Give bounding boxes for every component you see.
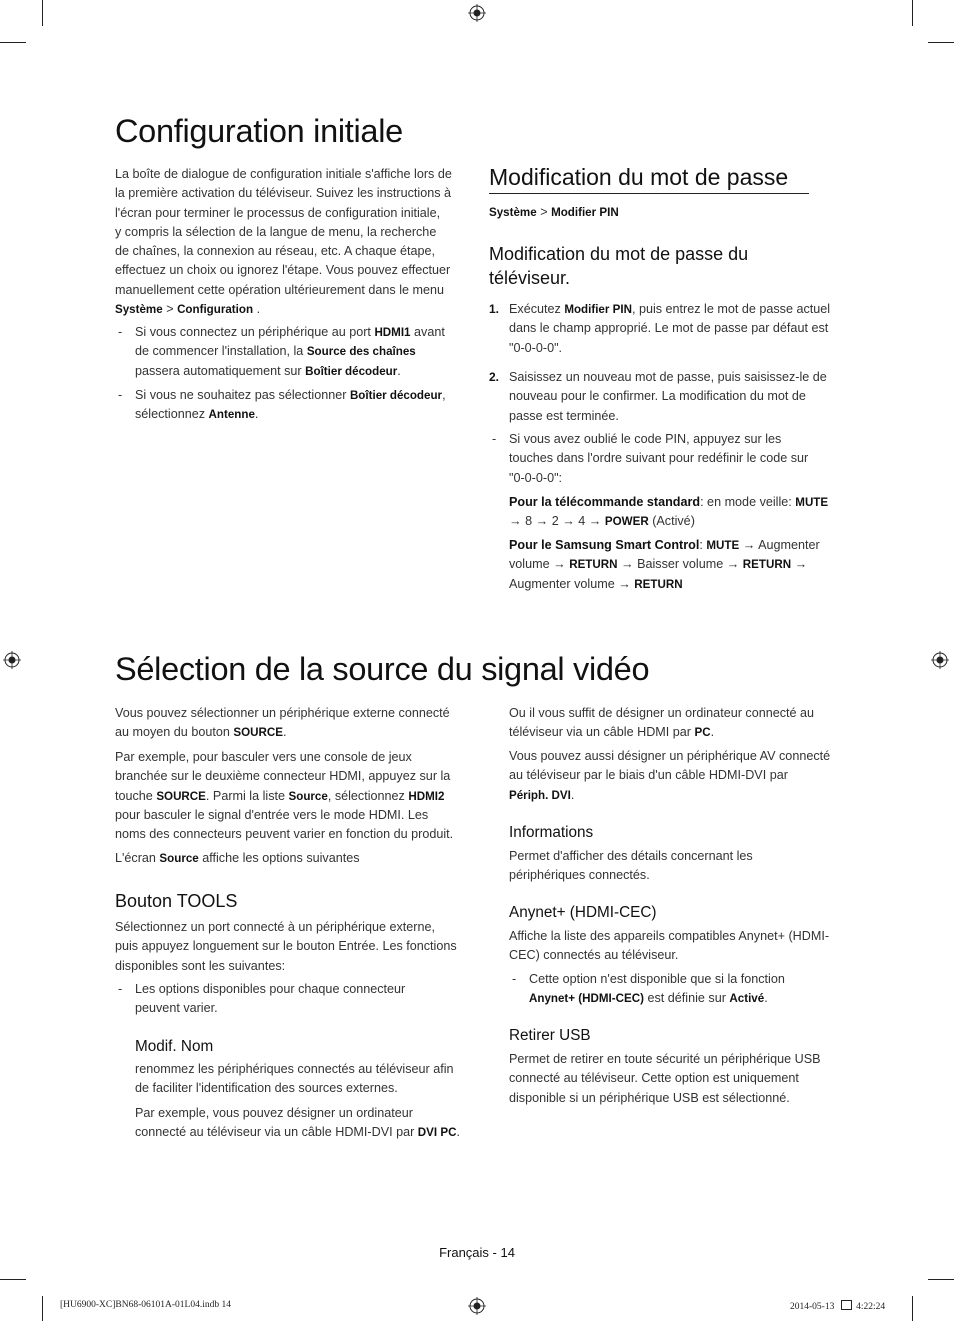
page-number: Français - 14: [439, 1245, 515, 1260]
keyword: MUTE: [706, 539, 740, 552]
menu-item-modifier-pin: Modifier PIN: [551, 206, 619, 219]
keyword: PC: [694, 726, 711, 740]
text-line: de faciliter l'identification des sources externes.: [135, 1081, 398, 1096]
usb-description: [509, 1050, 854, 1108]
text-line: effectuez un choix ou ignorez l'étape. Vous pouvez effectuer: [115, 263, 451, 278]
text-line: Permet de retirer en toute sécurité un périphérique USB: [509, 1052, 821, 1066]
step-number: 1.: [489, 302, 500, 316]
text-line: passe est terminée.: [509, 408, 619, 423]
text-line: manuellement cette opération ultérieurement dans le menu: [115, 282, 445, 297]
source-p2: [115, 748, 470, 844]
keyword: Activé: [729, 992, 765, 1006]
text: de commencer l'installation, la: [135, 344, 307, 359]
keyword: POWER: [604, 515, 649, 529]
config-title: Configuration initiale: [115, 113, 403, 149]
text-line: puis appuyez longuement sur le bouton Entrée. Les fonctions: [115, 939, 457, 954]
keyword: Source: [288, 789, 328, 803]
config-bullet-1: [118, 323, 475, 381]
keyword: Boîtier décodeur: [349, 389, 443, 402]
keyword: Source: [159, 852, 199, 865]
registration-mark-icon: [468, 4, 486, 22]
tools-key: TOOLS: [176, 891, 238, 911]
source-right-p2: [509, 747, 854, 805]
keyword: Périph. DVI: [509, 788, 571, 802]
list-dash: -: [118, 325, 123, 339]
text: .: [710, 725, 715, 740]
text: volume →: [509, 557, 570, 572]
text-line: la première activation du téléviseur. Suivez les instructions à: [115, 186, 451, 201]
text-line: Saisissez un nouveau mot de passe, puis saisissez-le de: [509, 370, 827, 384]
text: Si vous connectez un périphérique au port: [135, 325, 375, 339]
clock-icon: [841, 1300, 852, 1310]
text-line: renommez les périphériques connectés au téléviseur afin: [135, 1062, 454, 1076]
crop-mark: [912, 0, 913, 26]
text: → 8 → 2 → 4 →: [509, 514, 605, 529]
keyword: RETURN: [742, 558, 792, 572]
text: Exécutez: [509, 302, 565, 316]
text-line: dans le champ approprié. Le mot de passe par défaut est: [509, 321, 829, 336]
tools-description: [115, 918, 475, 976]
crop-mark: [42, 0, 43, 26]
list-dash: -: [492, 432, 497, 446]
text-line: y compris la sélection de la langue de menu, la recherche: [115, 224, 437, 239]
keyword: DVI PC: [417, 1126, 457, 1140]
info-title: Informations: [509, 824, 594, 841]
text-line: pour basculer le signal d'entrée vers le mode HDMI. Les: [115, 807, 429, 822]
rename-description: [135, 1060, 480, 1099]
text-line: disponible si un périphérique USB est sélectionné.: [509, 1090, 790, 1105]
menu-path: [115, 300, 465, 319]
print-date: [790, 1300, 885, 1312]
text: Bouton: [115, 891, 177, 911]
crop-mark: [0, 42, 26, 43]
keyword: HDMI2: [408, 789, 445, 803]
text-line: Sélectionnez un port connecté à un périphérique externe,: [115, 920, 435, 934]
step-number: 2.: [489, 370, 500, 384]
rename-title: Modif. Nom: [135, 1038, 214, 1055]
text-line: Vous pouvez aussi désigner un périphérique AV connecté: [509, 749, 831, 763]
registration-mark-icon: [468, 1297, 486, 1315]
time: 4:22:24: [856, 1302, 886, 1312]
crop-mark: [928, 1279, 954, 1280]
text: .: [570, 787, 575, 802]
text: , sélectionnez: [327, 788, 409, 803]
text-line: noms des connecteurs peuvent varier en fonction du produit.: [115, 827, 454, 842]
text: sélectionnez: [135, 407, 209, 422]
anynet-note: [512, 970, 859, 1009]
remote-smart-sequence: [509, 536, 854, 594]
text: →: [791, 557, 808, 572]
crop-mark: [0, 1279, 26, 1280]
text: ,: [442, 388, 446, 402]
keyword: MUTE: [795, 496, 829, 509]
text-line: Vous pouvez sélectionner un périphérique externe connecté: [115, 706, 450, 720]
text: .: [254, 407, 259, 422]
text-line: Les options disponibles pour chaque connecteur: [135, 982, 406, 996]
password-step-1: [489, 300, 854, 358]
password-step-2: [489, 368, 854, 426]
keyword: Modifier PIN: [564, 303, 632, 316]
text: passera automatiquement sur: [135, 363, 306, 378]
rename-example: [135, 1104, 480, 1143]
text: (Activé): [648, 514, 695, 529]
text: .: [282, 725, 287, 740]
subtitle-line: téléviseur.: [489, 268, 571, 288]
keyword: SOURCE: [233, 726, 283, 740]
text: .: [456, 1125, 460, 1140]
list-dash: -: [118, 982, 123, 996]
date: 2014-05-13: [790, 1302, 835, 1312]
path-separator: >: [540, 205, 548, 219]
text-line: nouveau pour le confirmer. La modification du mot de: [509, 389, 806, 404]
keyword: Antenne: [208, 408, 255, 422]
text-line: La boîte de dialogue de configuration initiale s'affiche lors de: [115, 167, 452, 181]
menu-item-systeme: Système: [115, 303, 163, 317]
config-bullet-2: [118, 386, 475, 425]
text: au moyen du bouton: [115, 725, 234, 740]
file-info: [HU6900-XC]BN68-06101A-01L04.indb 14: [60, 1300, 231, 1310]
text-line: Si vous avez oublié le code PIN, appuyez sur les: [509, 432, 782, 446]
text: :: [699, 538, 707, 552]
source-title: Sélection de la source du signal vidéo: [115, 651, 650, 687]
text: → Baisser volume →: [617, 557, 743, 572]
password-menu-path: [489, 203, 619, 222]
text-line: au téléviseur par le biais d'un câble HDMI-DVI par: [509, 768, 788, 783]
crop-mark: [912, 1296, 913, 1321]
subtitle-line: Modification du mot de passe du: [489, 244, 749, 264]
punctuation: .: [256, 302, 261, 317]
path-separator: >: [166, 302, 174, 317]
keyword: Source des chaînes: [306, 345, 416, 359]
text: . Parmi la liste: [205, 788, 289, 803]
registration-mark-icon: [931, 651, 949, 669]
text-line: disponibles sont les suivantes:: [115, 958, 286, 973]
text-line: "0-0-0-0".: [509, 340, 563, 355]
crop-mark: [42, 1296, 43, 1321]
text-line: Par exemple, pour basculer vers une console de jeux: [115, 750, 412, 764]
info-description: [509, 847, 854, 886]
text: affiche les options suivantes: [198, 851, 360, 865]
text: avant: [410, 325, 445, 339]
source-p3: [115, 849, 470, 868]
usb-title: Retirer USB: [509, 1027, 591, 1044]
text: touche: [115, 788, 157, 803]
remote-standard-sequence: [509, 493, 854, 532]
text-line: Cette option n'est disponible que si la fonction: [529, 972, 785, 986]
keyword: RETURN: [569, 558, 618, 572]
text-line: périphériques connectés.: [509, 868, 650, 883]
source-right-p1: [509, 704, 854, 743]
source-p1: [115, 704, 470, 743]
text: téléviseur via un câble HDMI par: [509, 725, 695, 740]
text-line: Affiche la liste des appareils compatibles Anynet+ (HDMI-: [509, 929, 830, 943]
crop-mark: [928, 42, 954, 43]
text-line: connecté au téléviseur. Cette option est uniquement: [509, 1071, 799, 1086]
menu-item-systeme: Système: [489, 206, 537, 219]
label: Pour la télécommande standard: [509, 495, 701, 509]
text-line: l'écran pour terminer le processus de configuration initiale,: [115, 205, 441, 220]
text-line: branchée sur le deuxième connecteur HDMI, appuyez sur la: [115, 769, 451, 784]
label: Pour le Samsung Smart Control: [509, 538, 700, 552]
tools-title: [115, 889, 237, 913]
text: : en mode veille:: [700, 495, 796, 509]
text-line: touches dans l'ordre suivant pour redéfinir le code sur: [509, 451, 809, 466]
text: → Augmenter: [739, 538, 820, 552]
keyword: Anynet+ (HDMI-CEC): [529, 992, 644, 1006]
text: est définie sur: [643, 991, 730, 1006]
password-subtitle: [489, 242, 829, 290]
text-line: Ou il vous suffit de désigner un ordinateur connecté au: [509, 706, 815, 720]
menu-item-configuration: Configuration: [177, 303, 254, 317]
keyword: HDMI1: [374, 326, 411, 339]
keyword: SOURCE: [156, 789, 206, 803]
list-dash: -: [118, 388, 123, 402]
text: Augmenter volume →: [509, 576, 635, 591]
password-note: [492, 430, 854, 488]
text-line: CEC) connectés au téléviseur.: [509, 948, 679, 963]
registration-mark-icon: [3, 651, 21, 669]
password-title: Modification du mot de passe: [489, 164, 809, 194]
text: Si vous ne souhaitez pas sélectionner: [135, 388, 350, 402]
text: connecté au téléviseur via un câble HDMI-DVI par: [135, 1125, 418, 1140]
text-line: de chaînes, la connexion au réseau, etc. A chaque étape,: [115, 244, 435, 259]
anynet-title: Anynet+ (HDMI-CEC): [509, 904, 657, 921]
text-line: "0-0-0-0":: [509, 470, 563, 485]
text-line: peuvent varier.: [135, 1001, 218, 1016]
list-dash: -: [512, 972, 517, 986]
keyword: Boîtier décodeur: [305, 364, 398, 378]
anynet-description: [509, 927, 854, 966]
text: L'écran: [115, 851, 160, 865]
text-line: Par exemple, vous pouvez désigner un ordinateur: [135, 1106, 413, 1120]
keyword: RETURN: [634, 577, 683, 591]
text: , puis entrez le mot de passe actuel: [631, 302, 831, 316]
config-intro: [115, 165, 465, 319]
tools-note: [118, 980, 475, 1019]
text: .: [397, 363, 401, 378]
text-line: Permet d'afficher des détails concernant les: [509, 849, 753, 863]
text: .: [764, 991, 768, 1006]
